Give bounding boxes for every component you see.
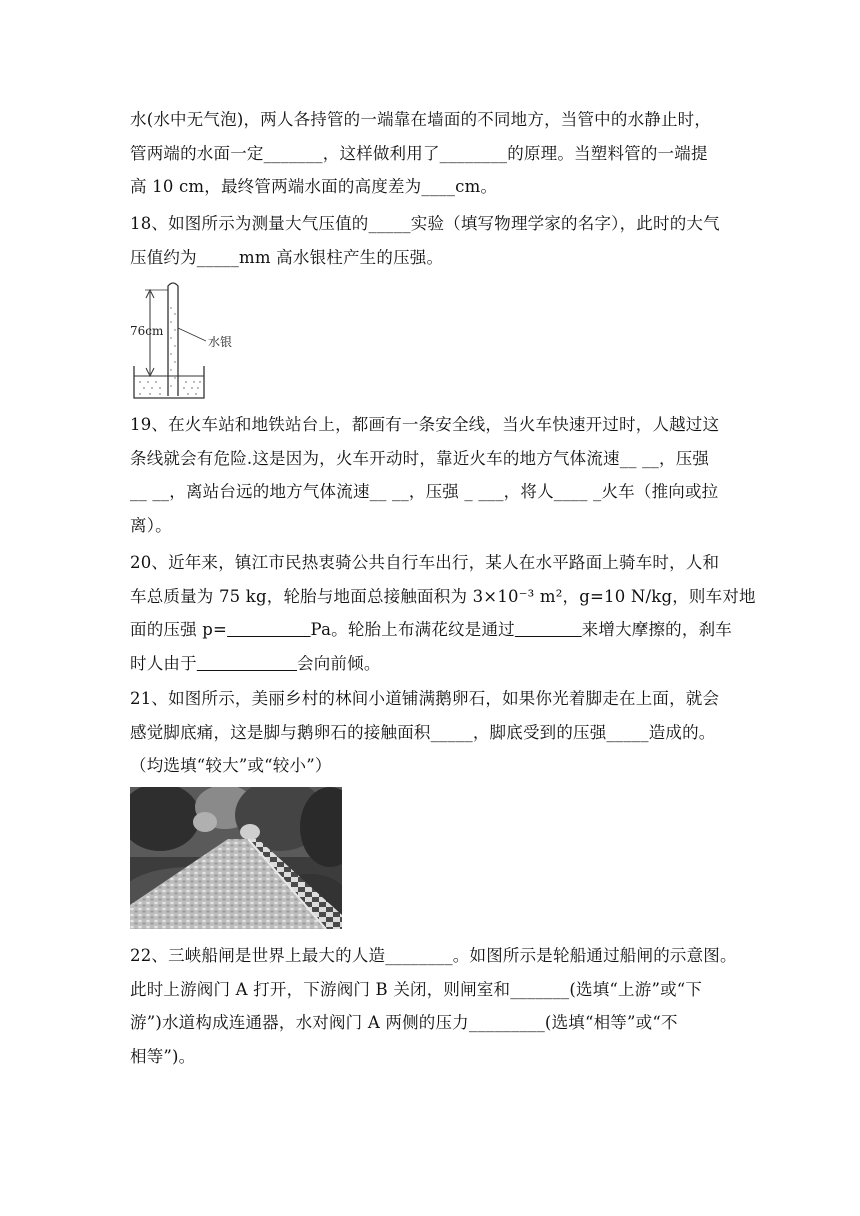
text-line (130, 613, 730, 647)
mercury-label: 水银 (208, 335, 233, 349)
question-18 (130, 207, 730, 274)
torricelli-barometer-figure (130, 278, 240, 402)
answer-blank (197, 654, 297, 673)
text-segment: 时人由于 (130, 653, 197, 673)
height-label: 76cm (130, 324, 164, 338)
text-line: 游”)水道构成连通器，水对阀门 A 两侧的压力_________(选填“相等”或“不 (130, 1013, 678, 1032)
question-20 (130, 546, 756, 680)
answer-blank (515, 620, 582, 639)
text-line: （均选填“较大”或“较小”） (130, 756, 332, 775)
text-line (130, 647, 730, 681)
text-line: 18、如图所示为测量大气压值的_____实验（填写物理学家的名字），此时的大气 (130, 214, 720, 233)
text-line: 水(水中无气泡)，两人各持管的一端靠在墙面的不同地方，当管中的水静止时， (130, 110, 712, 129)
text-line: 离）。 (130, 515, 172, 535)
pebble-path-photo (130, 787, 342, 929)
text-segment: 会向前倾。 (297, 653, 381, 673)
text-line: 22、三峡船闸是世界上最大的人造________。如图所示是轮船通过船闸的示意图。 (130, 946, 737, 965)
text-segment: Pa。轮胎上布满花纹是通过 (310, 620, 515, 639)
text-line: 高 10 cm，最终管两端水面的高度差为____cm。 (130, 177, 498, 196)
text-line: 条线就会有危险.这是因为，火车开动时，靠近火车的地方气体流速__ __，压强 (130, 448, 710, 468)
text-segment: 来增大摩擦的，刹车 (581, 620, 732, 639)
text-line: __ __，离站台远的地方气体流速__ __，压强 _ ___，将人____ _火车（推向或拉 (130, 482, 719, 501)
question-19 (130, 408, 730, 542)
text-line: 感觉脚底痛，这是脚与鹅卵石的接触面积_____，脚底受到的压强_____造成的。 (130, 722, 716, 742)
text-line: 相等”)。 (130, 1046, 196, 1066)
text-line: 此时上游阀门 A 打开，下游阀门 B 关闭，则闸室和_______(选填“上游”或“下 (130, 979, 703, 999)
text-line: 车总质量为 75 kg，轮胎与地面总接触面积为 3×10⁻³ m²，g=10 N/kg，则车对地 (130, 586, 756, 606)
text-segment: 面的压强 p= (130, 620, 228, 639)
answer-blank (227, 620, 311, 639)
text-line: 压值约为_____mm 高水银柱产生的压强。 (130, 247, 444, 267)
text-line: 管两端的水面一定_______，这样做利用了________的原理。当塑料管的一端提 (130, 143, 708, 163)
question-22 (130, 939, 737, 1073)
text-line: 19、在火车站和地铁站台上，都画有一条安全线，当火车快速开过时，人越过这 (130, 415, 720, 434)
text-line: 20、近年来，镇江市民热衷骑公共自行车出行，某人在水平路面上骑车时，人和 (130, 553, 720, 572)
question-21 (130, 682, 730, 783)
question-17-continued (130, 103, 730, 204)
text-line: 21、如图所示，美丽乡村的林间小道铺满鹅卵石，如果你光着脚走在上面，就会 (130, 689, 720, 708)
